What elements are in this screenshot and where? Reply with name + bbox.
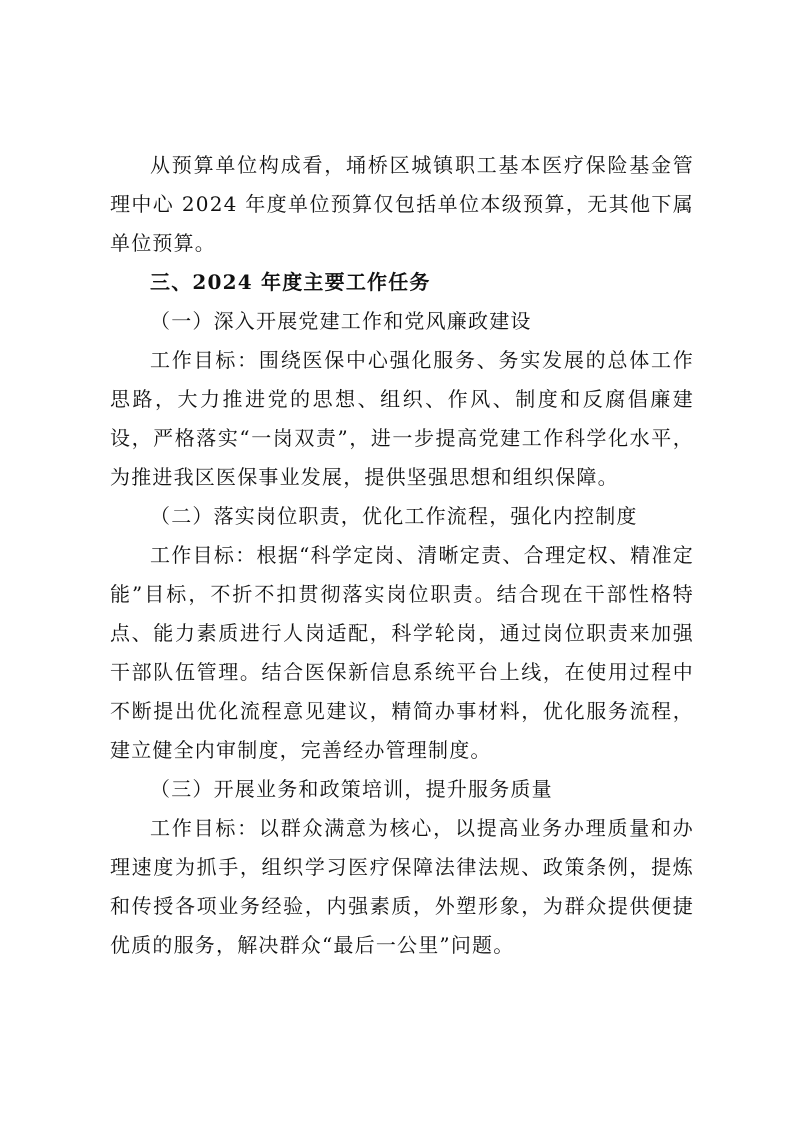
paragraph-party-building-goal: 工作目标：围绕医保中心强化服务、务实发展的总体工作思路，大力推进党的思想、组织、作风、制度和反腐倡廉建设，严格落实“一岗双责”，进一步提高党建工作科学化水平，为推进我区医保事业发展，提供坚强思想和组织保障。 [110,348,694,489]
paragraph-budget-composition: 从预算单位构成看，埇桥区城镇职工基本医疗保险基金管理中心 2024 年度单位预算仅包括单位本级预算，无其他下属单位预算。 [110,153,694,255]
document-body [110,146,694,965]
section-heading-main-tasks: 三、2024 年度主要工作任务 [150,270,431,294]
paragraph-job-responsibilities-goal: 工作目标：根据“科学定岗、清晰定责、合理定权、精准定能”目标，不折不扣贯彻落实岗位职责。结合现在干部性格特点、能力素质进行人岗适配，科学轮岗，通过岗位职责来加强干部队伍管理。结合医保新信息系统平台上线，在使用过程中不断提出优化流程意见建议，精简办事材料，优化服务流程，建立健全内审制度，完善经办管理制度。 [110,543,694,762]
subheading-party-building: （一）深入开展党建工作和党风廉政建设 [150,309,532,333]
paragraph-training-goal: 工作目标：以群众满意为核心，以提高业务办理质量和办理速度为抓手，组织学习医疗保障法律法规、政策条例，提炼和传授各项业务经验，内强素质，外塑形象，为群众提供便捷优质的服务，解决群众“最后一公里”问题。 [110,816,694,957]
subheading-job-responsibilities: （二）落实岗位职责，优化工作流程，强化内控制度 [150,504,638,528]
subheading-training: （三）开展业务和政策培训，提升服务质量 [150,777,553,801]
